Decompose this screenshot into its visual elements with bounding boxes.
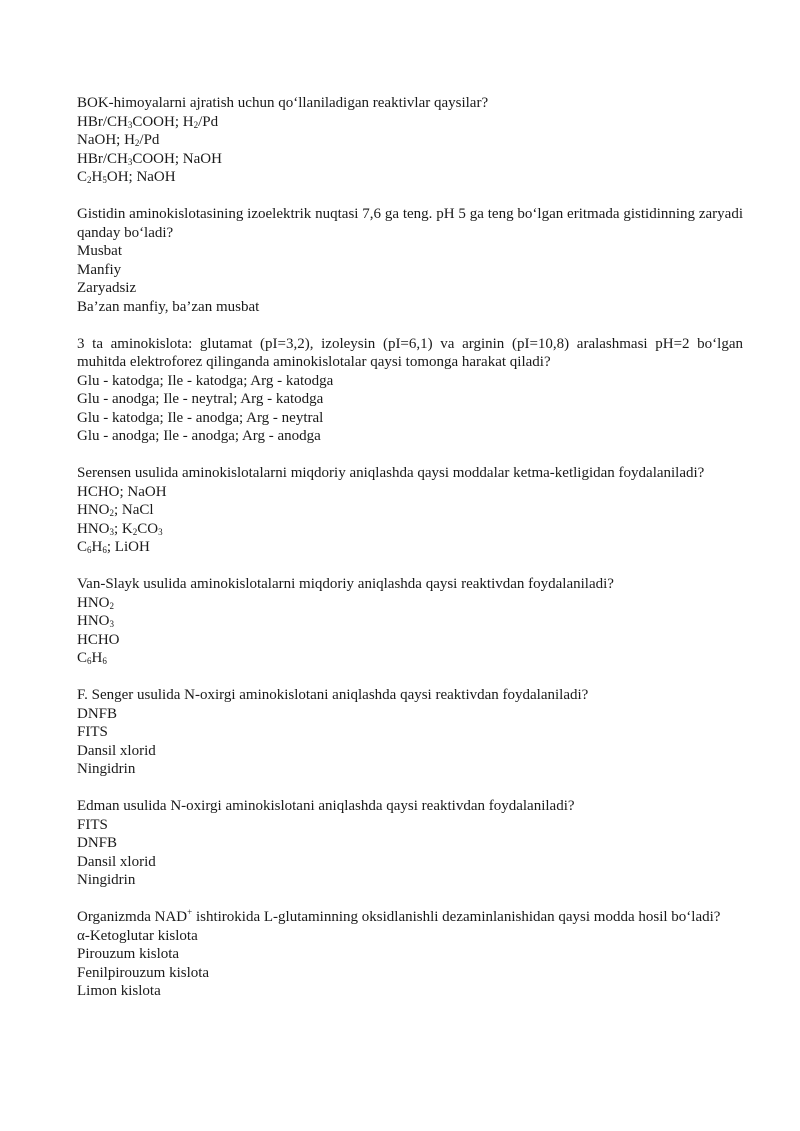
question-text: 3 ta aminokislota: glutamat (pI=3,2), izoleysin (pI=6,1) va arginin (pI=10,8) aralashmasi pH=2 bo‘lgan muhitda elektroforez qilinganda aminokislotalar qaysi tomonga harakat qiladi? bbox=[77, 335, 743, 370]
question-text: Edman usulida N-oxirgi aminokislotani aniqlashda qaysi reaktivdan foydalaniladi? bbox=[77, 798, 575, 814]
answer-option: FITS bbox=[77, 816, 108, 833]
question-4 bbox=[77, 464, 743, 557]
question-5 bbox=[77, 575, 743, 668]
answer-option: Ba’zan manfiy, ba’zan musbat bbox=[77, 298, 260, 315]
document-page bbox=[77, 94, 743, 1019]
answer-option: DNFB bbox=[77, 835, 118, 851]
answer-option: Limon kislota bbox=[77, 983, 161, 999]
answer-option: HBr/$CH_3COOH$; $H_2/Pd$ bbox=[77, 113, 219, 130]
answer-option: Ningidrin bbox=[77, 761, 136, 777]
answer-option: NaOH; $H_2/Pd$ bbox=[77, 132, 160, 148]
answer-option: DNFB bbox=[77, 705, 118, 722]
answer-option: $HNO_2$ bbox=[77, 594, 114, 611]
question-1 bbox=[77, 94, 743, 187]
answer-option: Glu - katodga; Ile - katodga; Arg - katodga bbox=[77, 372, 334, 389]
answer-option: HCHO bbox=[77, 631, 120, 648]
answer-option: α-Ketoglutar kislota bbox=[77, 927, 198, 944]
question-6 bbox=[77, 686, 743, 779]
answer-option: $HNO_3$ bbox=[77, 613, 114, 629]
answer-option: $C_6H_6$ bbox=[77, 650, 107, 666]
answer-option: Ningidrin bbox=[77, 872, 136, 888]
question-text: Serensen usulida aminokislotalarni miqdoriy aniqlashda qaysi moddalar ketma-ketligidan foydalaniladi? bbox=[77, 465, 705, 481]
answer-option: Fenilpirouzum kislota bbox=[77, 964, 210, 981]
question-text: F. Senger usulida N-oxirgi aminokislotani aniqlashda qaysi reaktivdan foydalaniladi? bbox=[77, 687, 589, 703]
answer-option: Manfiy bbox=[77, 261, 122, 278]
answer-option: FITS bbox=[77, 724, 108, 740]
question-2 bbox=[77, 205, 743, 316]
answer-option: Glu - katodga; Ile - anodga; Arg - neytral bbox=[77, 409, 324, 426]
answer-option: $C_2H_5OH$; NaOH bbox=[77, 169, 176, 185]
question-text: Organizmda NAD+ ishtirokida L-glutaminning oksidlanishli dezaminlanishidan qaysi modda hosil bo‘ladi? bbox=[77, 907, 721, 925]
answer-option: Zaryadsiz bbox=[77, 280, 137, 296]
question-7 bbox=[77, 797, 743, 890]
answer-option: HBr/$CH_3COOH$; NaOH bbox=[77, 150, 222, 167]
answer-option: Dansil xlorid bbox=[77, 853, 156, 870]
question-text: Van-Slayk usulida aminokislotalarni miqdoriy aniqlashda qaysi reaktivdan foydalaniladi? bbox=[77, 576, 614, 592]
answer-option: $C_6H_6$; LiOH bbox=[77, 539, 150, 555]
question-text: Gistidin aminokislotasining izoelektrik nuqtasi 7,6 ga teng. pH 5 ga teng bo‘lgan eritmada gistidinning zaryadi qanday bo‘ladi? bbox=[77, 206, 743, 241]
question-3 bbox=[77, 335, 743, 446]
answer-option: HCHO; NaOH bbox=[77, 483, 167, 500]
answer-option: $HNO_2$; NaCl bbox=[77, 502, 154, 518]
answer-option: Pirouzum kislota bbox=[77, 946, 180, 962]
question-text: BOK-himoyalarni ajratish uchun qo‘llaniladigan reaktivlar qaysilar? bbox=[77, 95, 489, 111]
answer-option: Dansil xlorid bbox=[77, 742, 156, 759]
answer-option: Glu - anodga; Ile - anodga; Arg - anodga bbox=[77, 428, 321, 444]
answer-option: $HNO_3$; $K_2CO_3$ bbox=[77, 520, 163, 537]
answer-option: Glu - anodga; Ile - neytral; Arg - katodga bbox=[77, 391, 324, 407]
answer-option: Musbat bbox=[77, 243, 122, 259]
question-8 bbox=[77, 908, 743, 1001]
